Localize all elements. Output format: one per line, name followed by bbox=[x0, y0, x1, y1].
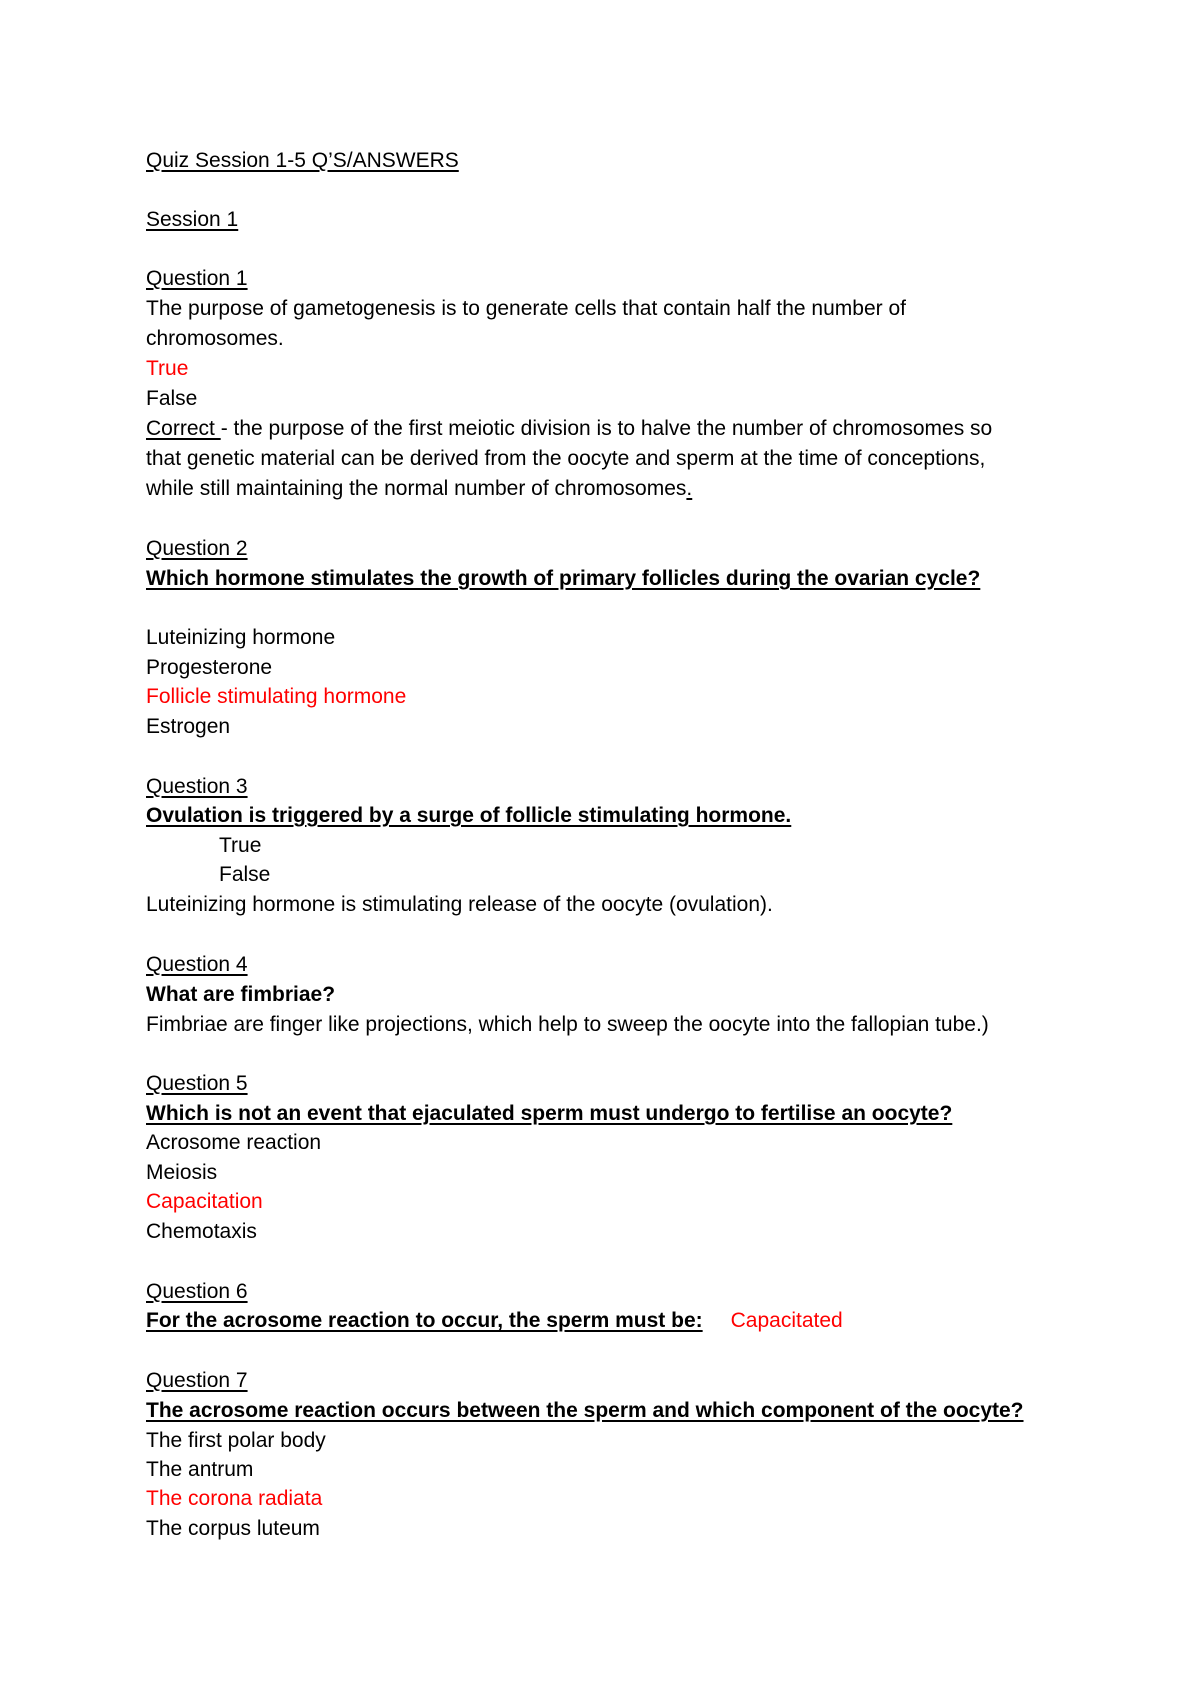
question-4-heading: Question 4 bbox=[146, 953, 248, 976]
question-7-option-2: The antrum bbox=[146, 1458, 254, 1481]
question-3-option-true: True bbox=[219, 834, 262, 857]
question-6-text: For the acrosome reaction to occur, the sperm must be: bbox=[146, 1309, 703, 1332]
question-7-heading: Question 7 bbox=[146, 1369, 248, 1392]
explanation-end: . bbox=[686, 477, 693, 500]
question-1-text-line-1: The purpose of gametogenesis is to generate cells that contain half the number of bbox=[146, 297, 906, 320]
question-1-option-false: False bbox=[146, 387, 198, 410]
question-3-explanation: Luteinizing hormone is stimulating release of the oocyte (ovulation). bbox=[146, 893, 773, 916]
question-4-answer: Fimbriae are finger like projections, which help to sweep the oocyte into the fallopian tube.) bbox=[146, 1013, 989, 1036]
question-2-text: Which hormone stimulates the growth of primary follicles during the ovarian cycle? bbox=[146, 567, 981, 590]
question-1-explanation-line-3 bbox=[146, 474, 692, 504]
question-7-text: The acrosome reaction occurs between the sperm and which component of the oocyte? bbox=[146, 1399, 1024, 1422]
question-2-option-2: Progesterone bbox=[146, 656, 273, 679]
question-3-text: Ovulation is triggered by a surge of follicle stimulating hormone. bbox=[146, 804, 792, 827]
question-7-option-4: The corpus luteum bbox=[146, 1517, 320, 1540]
question-7-option-1: The first polar body bbox=[146, 1429, 326, 1452]
question-4-text: What are fimbriae? bbox=[146, 983, 336, 1006]
question-2-option-4: Estrogen bbox=[146, 715, 231, 738]
question-1-explanation-line-2: that genetic material can be derived from the oocyte and sperm at the time of conceptions, bbox=[146, 447, 986, 470]
question-3-heading: Question 3 bbox=[146, 775, 248, 798]
explanation-text: while still maintaining the normal number of chromosomes bbox=[146, 477, 687, 500]
question-5-option-1: Acrosome reaction bbox=[146, 1131, 322, 1154]
question-5-option-4: Chemotaxis bbox=[146, 1220, 257, 1243]
question-1-heading: Question 1 bbox=[146, 267, 248, 290]
question-6-heading: Question 6 bbox=[146, 1280, 248, 1303]
document-title: Quiz Session 1-5 Q’S/ANSWERS bbox=[146, 149, 459, 172]
question-1-text-line-2: chromosomes. bbox=[146, 327, 284, 350]
question-3-option-false: False bbox=[219, 863, 271, 886]
question-5-heading: Question 5 bbox=[146, 1072, 248, 1095]
correct-label: Correct bbox=[146, 417, 221, 440]
question-7-option-3-answer: The corona radiata bbox=[146, 1487, 323, 1510]
question-2-option-3-answer: Follicle stimulating hormone bbox=[146, 685, 407, 708]
question-1-explanation-line-1 bbox=[146, 414, 992, 444]
question-6-answer: Capacitated bbox=[730, 1309, 843, 1332]
question-5-text: Which is not an event that ejaculated sperm must undergo to fertilise an oocyte? bbox=[146, 1102, 953, 1125]
question-6-line bbox=[146, 1306, 843, 1336]
question-1-option-true-answer: True bbox=[146, 357, 189, 380]
question-5-option-2: Meiosis bbox=[146, 1161, 218, 1184]
question-5-option-3-answer: Capacitation bbox=[146, 1190, 263, 1213]
explanation-text: - the purpose of the first meiotic division is to halve the number of chromosomes so bbox=[220, 417, 993, 440]
session-heading: Session 1 bbox=[146, 208, 239, 231]
question-2-option-1: Luteinizing hormone bbox=[146, 626, 336, 649]
question-2-heading: Question 2 bbox=[146, 537, 248, 560]
